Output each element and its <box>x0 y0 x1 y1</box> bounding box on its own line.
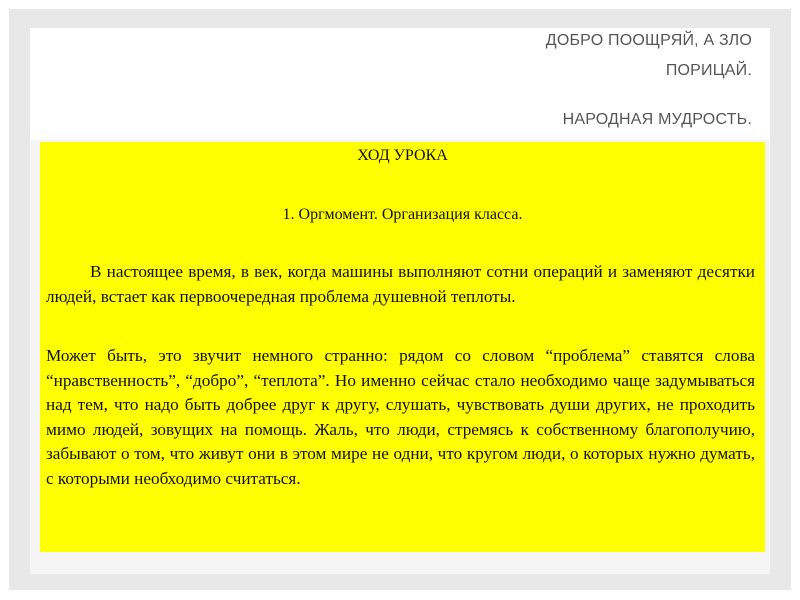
paragraph-2: Может быть, это звучит немного странно: рядом со словом “проблема” ставятся слова “нравственность”, “добро”, “теплота”. Но именно сейчас стало необходимо чаще задумываться над тем, что надо быть добрее друг к другу, слушать, чувствовать души других, не проходить мимо людей, зовущих на помощь. Жаль, что люди, стремясь к собственному благополучию, забывают о том, что живут они в этом мире не одни, что кругом люди, о которых нужно думать, с которыми необходимо считаться. <box>46 346 755 488</box>
section-subheading: 1. Оргмомент. Организация класса. <box>282 206 523 223</box>
title-line-2: ПОРИЦАЙ. <box>665 62 752 79</box>
title-line-1: ДОБРО ПООЩРЯЙ, А ЗЛО <box>545 32 752 49</box>
content-box <box>40 142 765 552</box>
title-line-3: НАРОДНАЯ МУДРОСТЬ. <box>562 111 752 128</box>
section-heading: ХОД УРОКА <box>357 147 448 164</box>
paragraph-1: В настоящее время, в век, когда машины выполняют сотни операций и заменяют десятки людей, встает как первоочередная проблема душевной теплоты. <box>46 262 755 306</box>
slide-title-area <box>30 28 770 140</box>
